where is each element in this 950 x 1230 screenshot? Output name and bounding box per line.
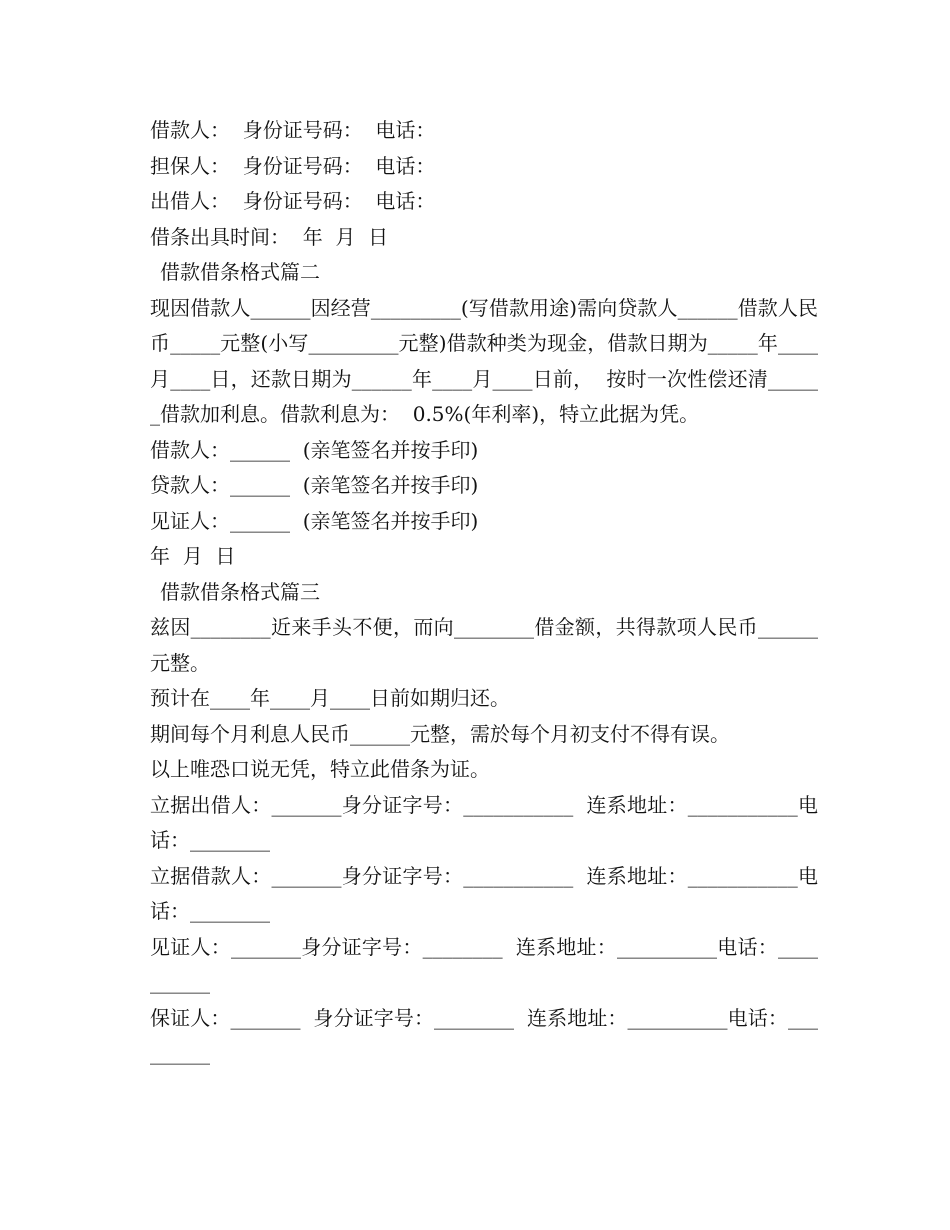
section3-interest-line: 期间每个月利息人民币______元整，需於每个月初支付不得有误。 (150, 721, 730, 746)
section2-signature-borrower: 借款人：______ (亲笔签名并按手印) (150, 437, 479, 462)
section3-guarantor-block: 保证人：_______ 身分证字号：________ 连系地址：__________电话：_________ (150, 1005, 818, 1065)
section2-heading: 借款借条格式篇二 (160, 260, 320, 284)
section3-lender-block: 立据出借人：_______身分证字号：___________ 连系地址：___________电话：________ (150, 792, 818, 852)
section2-body: 现因借款人______因经营_________(写借款用途)需向贷款人______借款人民币_____元整(小写_________元整)借款种类为现金，借款日期为_____年____月____日，还款日期为______年____月____日前， 按时一次性偿还清______借款加利息。借款利息为： 0.5%(年利率)，特立此据为凭。 (150, 295, 818, 426)
section3-borrower-block: 立据借款人：_______身分证字号：___________ 连系地址：___________电话：________ (150, 863, 818, 923)
section3-repay-line: 预计在____年____月____日前如期归还。 (150, 686, 510, 710)
guarantor-info-line: 担保人： 身份证号码： 电话： (150, 153, 436, 178)
section2-signature-lender: 贷款人：______ (亲笔签名并按手印) (150, 473, 479, 497)
section3-proof-line: 以上唯恐口说无凭，特立此借条为证。 (150, 757, 490, 781)
lender-info-line: 出借人： 身份证号码： 电话： (150, 189, 436, 213)
section2-signature-witness: 见证人：______ (亲笔签名并按手印) (150, 508, 479, 533)
issue-date-line: 借条出具时间： 年 月 日 (150, 224, 389, 249)
section2-date-line: 年 月 日 (150, 544, 236, 568)
section3-heading: 借款借条格式篇三 (160, 579, 320, 604)
section3-para1: 兹因________近来手头不便，而向________借金额，共得款项人民币______元整。 (150, 615, 818, 675)
borrower-info-line: 借款人： 身份证号码： 电话： (150, 118, 436, 142)
document-body (138, 113, 818, 1072)
section3-witness-block: 见证人：_______身分证字号：________ 连系地址：__________电话：__________ (150, 934, 818, 994)
